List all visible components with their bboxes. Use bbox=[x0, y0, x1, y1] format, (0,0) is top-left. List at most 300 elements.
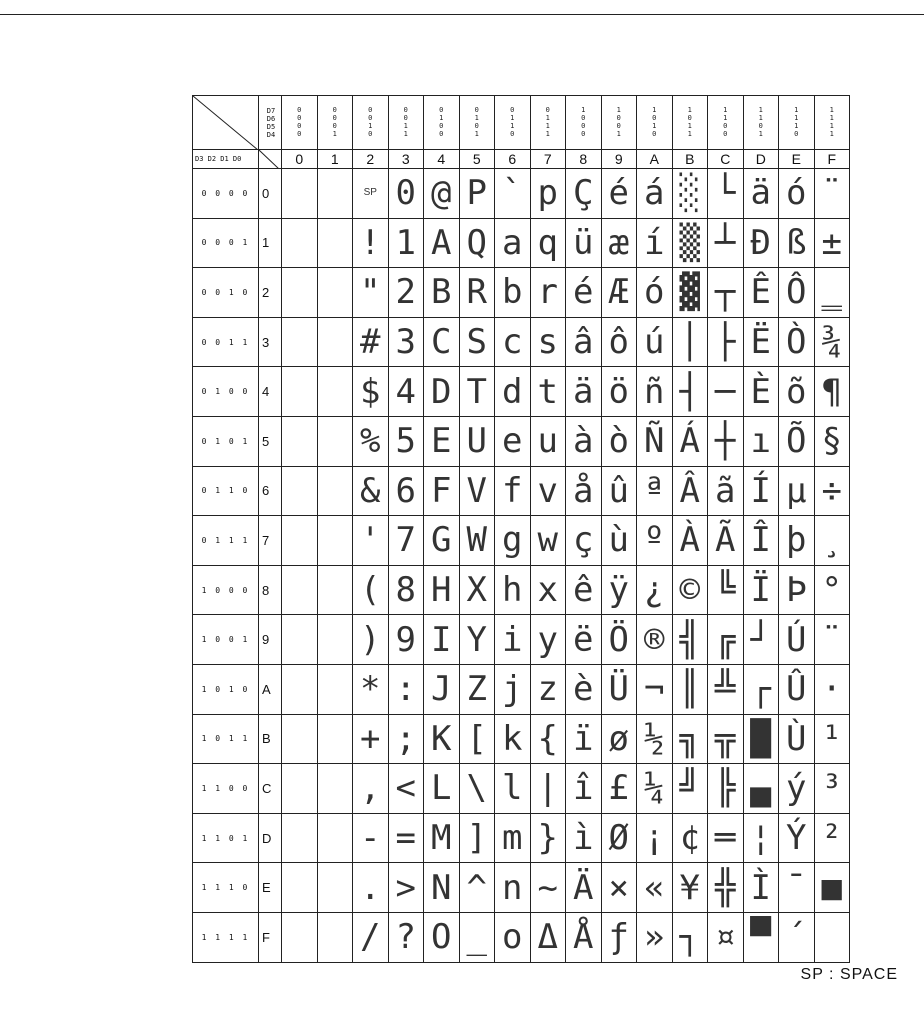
high-bit-label: D7 bbox=[266, 106, 276, 115]
column-hex-label: B bbox=[672, 150, 708, 169]
column-hex-label: 1 bbox=[317, 150, 353, 169]
char-cell: À bbox=[672, 516, 708, 566]
bit-value: 1 bbox=[723, 105, 728, 114]
char-cell: D bbox=[424, 367, 460, 417]
char-cell: â bbox=[566, 317, 602, 367]
char-cell: Î bbox=[743, 516, 779, 566]
column-hex-label: 9 bbox=[601, 150, 637, 169]
char-cell: ï bbox=[566, 714, 602, 764]
char-cell: ░ bbox=[672, 169, 708, 219]
bit-value: 1 bbox=[510, 121, 515, 130]
char-cell: ' bbox=[353, 516, 389, 566]
row-hex-label: 9 bbox=[259, 615, 282, 665]
char-cell: ┴ bbox=[708, 218, 744, 268]
char-cell: % bbox=[353, 416, 389, 466]
bit-value: 0 bbox=[332, 105, 337, 114]
char-cell: j bbox=[495, 664, 531, 714]
char-cell: R bbox=[459, 268, 495, 318]
table-row bbox=[193, 615, 850, 665]
column-hex-label: E bbox=[779, 150, 815, 169]
char-cell bbox=[317, 416, 353, 466]
char-cell: t bbox=[530, 367, 566, 417]
char-cell: k bbox=[495, 714, 531, 764]
char-cell: a bbox=[495, 218, 531, 268]
char-cell: Ü bbox=[601, 664, 637, 714]
char-cell: ó bbox=[637, 268, 673, 318]
char-cell: Ö bbox=[601, 615, 637, 665]
char-cell: ´ bbox=[779, 912, 815, 962]
row-hex-label: 6 bbox=[259, 466, 282, 516]
row-bits: 1 0 1 0 bbox=[193, 664, 259, 714]
bit-value: 1 bbox=[474, 129, 479, 138]
char-cell bbox=[317, 664, 353, 714]
bit-value: 1 bbox=[545, 121, 550, 130]
column-hex-label: 3 bbox=[388, 150, 424, 169]
char-cell: ╝ bbox=[672, 764, 708, 814]
row-bits: 1 1 1 1 bbox=[193, 912, 259, 962]
table-row bbox=[193, 268, 850, 318]
char-cell: ÷ bbox=[814, 466, 850, 516]
bit-value: 0 bbox=[297, 113, 302, 122]
char-cell: 8 bbox=[388, 565, 424, 615]
char-cell bbox=[317, 516, 353, 566]
row-hex-label: F bbox=[259, 912, 282, 962]
char-cell: » bbox=[637, 912, 673, 962]
char-cell: ç bbox=[566, 516, 602, 566]
char-cell: m bbox=[495, 813, 531, 863]
bit-value: 0 bbox=[545, 105, 550, 114]
char-cell: 3 bbox=[388, 317, 424, 367]
row-hex-label: 8 bbox=[259, 565, 282, 615]
row-hex-label: D bbox=[259, 813, 282, 863]
char-cell: ┘ bbox=[743, 615, 779, 665]
char-cell: P bbox=[459, 169, 495, 219]
row-bits: 1 0 0 0 bbox=[193, 565, 259, 615]
bit-value: 1 bbox=[829, 129, 834, 138]
char-cell: ┐ bbox=[672, 912, 708, 962]
bit-value: 1 bbox=[368, 121, 373, 130]
char-cell: M bbox=[424, 813, 460, 863]
bit-value: 0 bbox=[652, 113, 657, 122]
bit-value: 0 bbox=[332, 113, 337, 122]
column-hex-label: 5 bbox=[459, 150, 495, 169]
table-row bbox=[193, 912, 850, 962]
char-cell: î bbox=[566, 764, 602, 814]
bit-value: 0 bbox=[510, 129, 515, 138]
char-cell: ê bbox=[566, 565, 602, 615]
char-cell: 2 bbox=[388, 268, 424, 318]
char-cell: w bbox=[530, 516, 566, 566]
char-cell: 4 bbox=[388, 367, 424, 417]
char-cell bbox=[317, 615, 353, 665]
char-cell bbox=[282, 912, 318, 962]
char-cell: ½ bbox=[637, 714, 673, 764]
column-bits bbox=[779, 96, 815, 150]
char-cell: Ñ bbox=[637, 416, 673, 466]
bit-value: 0 bbox=[581, 113, 586, 122]
row-bits: 0 0 0 1 bbox=[193, 218, 259, 268]
char-cell: ö bbox=[601, 367, 637, 417]
bit-value: 1 bbox=[652, 121, 657, 130]
char-cell bbox=[814, 912, 850, 962]
bit-value: 0 bbox=[652, 129, 657, 138]
char-cell: & bbox=[353, 466, 389, 516]
char-cell: ô bbox=[601, 317, 637, 367]
char-cell: Þ bbox=[779, 565, 815, 615]
bit-value: 0 bbox=[758, 121, 763, 130]
char-cell: U bbox=[459, 416, 495, 466]
column-hex-label: 6 bbox=[495, 150, 531, 169]
row-bits: 0 0 1 0 bbox=[193, 268, 259, 318]
char-cell: ^ bbox=[459, 863, 495, 913]
table-row bbox=[193, 169, 850, 219]
row-hex-label: B bbox=[259, 714, 282, 764]
char-cell: ² bbox=[814, 813, 850, 863]
char-cell bbox=[317, 218, 353, 268]
char-cell: Z bbox=[459, 664, 495, 714]
column-hex-label: 0 bbox=[282, 150, 318, 169]
char-cell: ¢ bbox=[672, 813, 708, 863]
char-cell: Û bbox=[779, 664, 815, 714]
bit-value: 1 bbox=[758, 105, 763, 114]
char-cell: , bbox=[353, 764, 389, 814]
column-bits bbox=[566, 96, 602, 150]
char-cell: ı bbox=[743, 416, 779, 466]
char-cell: ¨ bbox=[814, 615, 850, 665]
char-cell bbox=[317, 268, 353, 318]
char-cell: n bbox=[495, 863, 531, 913]
char-cell bbox=[317, 317, 353, 367]
char-cell: Ù bbox=[779, 714, 815, 764]
char-cell bbox=[282, 268, 318, 318]
char-cell: y bbox=[530, 615, 566, 665]
header-hex-row bbox=[193, 150, 850, 169]
char-cell: × bbox=[601, 863, 637, 913]
column-bits bbox=[708, 96, 744, 150]
char-cell bbox=[282, 714, 318, 764]
char-cell: l bbox=[495, 764, 531, 814]
char-cell: · bbox=[814, 664, 850, 714]
row-bits: 0 0 0 0 bbox=[193, 169, 259, 219]
char-cell: Í bbox=[743, 466, 779, 516]
bit-value: 1 bbox=[758, 129, 763, 138]
char-cell: b bbox=[495, 268, 531, 318]
bit-value: 0 bbox=[474, 121, 479, 130]
char-cell: ý bbox=[779, 764, 815, 814]
char-cell bbox=[317, 912, 353, 962]
char-cell: ¡ bbox=[637, 813, 673, 863]
char-cell: V bbox=[459, 466, 495, 516]
char-cell: < bbox=[388, 764, 424, 814]
low-bits-legend: D3 D2 D1 D0 bbox=[193, 150, 259, 169]
bit-value: 1 bbox=[545, 113, 550, 122]
bit-value: 1 bbox=[510, 113, 515, 122]
char-cell: C bbox=[424, 317, 460, 367]
table-row bbox=[193, 218, 850, 268]
char-cell: ¶ bbox=[814, 367, 850, 417]
bit-value: 0 bbox=[297, 121, 302, 130]
char-cell: õ bbox=[779, 367, 815, 417]
char-cell: K bbox=[424, 714, 460, 764]
char-cell: ¼ bbox=[637, 764, 673, 814]
row-bits: 0 1 0 1 bbox=[193, 416, 259, 466]
bit-value: 1 bbox=[616, 105, 621, 114]
char-cell: ( bbox=[353, 565, 389, 615]
column-bits bbox=[388, 96, 424, 150]
row-hex-label: A bbox=[259, 664, 282, 714]
char-cell: ▀ bbox=[743, 912, 779, 962]
table-row bbox=[193, 863, 850, 913]
char-cell: ┼ bbox=[708, 416, 744, 466]
table-row bbox=[193, 466, 850, 516]
row-hex-label: C bbox=[259, 764, 282, 814]
bit-value: 0 bbox=[439, 121, 444, 130]
char-cell: SP bbox=[353, 169, 389, 219]
table-row bbox=[193, 813, 850, 863]
bit-value: 0 bbox=[616, 121, 621, 130]
char-cell: ä bbox=[566, 367, 602, 417]
char-cell: ¿ bbox=[637, 565, 673, 615]
bit-value: 0 bbox=[510, 105, 515, 114]
bit-value: 1 bbox=[545, 129, 550, 138]
char-cell: ° bbox=[814, 565, 850, 615]
char-cell: x bbox=[530, 565, 566, 615]
char-cell: / bbox=[353, 912, 389, 962]
char-cell: ╣ bbox=[672, 615, 708, 665]
char-cell: " bbox=[353, 268, 389, 318]
row-hex-label: 5 bbox=[259, 416, 282, 466]
char-cell: L bbox=[424, 764, 460, 814]
table-row bbox=[193, 516, 850, 566]
char-cell: ¬ bbox=[637, 664, 673, 714]
row-bits: 1 1 1 0 bbox=[193, 863, 259, 913]
bit-value: 0 bbox=[723, 129, 728, 138]
char-cell: ? bbox=[388, 912, 424, 962]
char-cell: q bbox=[530, 218, 566, 268]
char-cell: H bbox=[424, 565, 460, 615]
char-cell: └ bbox=[708, 169, 744, 219]
high-bits-legend bbox=[259, 96, 282, 150]
char-cell: ë bbox=[566, 615, 602, 665]
char-cell: Δ bbox=[530, 912, 566, 962]
char-cell: Æ bbox=[601, 268, 637, 318]
table-row bbox=[193, 664, 850, 714]
char-cell: ³ bbox=[814, 764, 850, 814]
char-cell: * bbox=[353, 664, 389, 714]
char-cell: │ bbox=[672, 317, 708, 367]
char-cell: á bbox=[637, 169, 673, 219]
column-bits bbox=[459, 96, 495, 150]
bit-value: 1 bbox=[652, 105, 657, 114]
char-cell: Ä bbox=[566, 863, 602, 913]
bit-value: 1 bbox=[687, 105, 692, 114]
bit-value: 1 bbox=[794, 113, 799, 122]
column-hex-label: 8 bbox=[566, 150, 602, 169]
table-row bbox=[193, 367, 850, 417]
char-cell: Ç bbox=[566, 169, 602, 219]
column-bits bbox=[601, 96, 637, 150]
bit-value: 0 bbox=[474, 105, 479, 114]
char-cell: ║ bbox=[672, 664, 708, 714]
char-cell: è bbox=[566, 664, 602, 714]
char-cell: Ë bbox=[743, 317, 779, 367]
char-cell: { bbox=[530, 714, 566, 764]
char-cell: ╠ bbox=[708, 764, 744, 814]
char-cell: ▒ bbox=[672, 218, 708, 268]
char-cell: é bbox=[601, 169, 637, 219]
bit-value: 0 bbox=[616, 113, 621, 122]
char-cell: + bbox=[353, 714, 389, 764]
bit-value: 1 bbox=[829, 105, 834, 114]
bit-value: 1 bbox=[403, 129, 408, 138]
char-cell: Á bbox=[672, 416, 708, 466]
column-bits bbox=[814, 96, 850, 150]
bit-value: 1 bbox=[403, 121, 408, 130]
char-cell: ├ bbox=[708, 317, 744, 367]
column-hex-label: C bbox=[708, 150, 744, 169]
column-hex-label: 2 bbox=[353, 150, 389, 169]
char-cell: ƒ bbox=[601, 912, 637, 962]
char-cell: f bbox=[495, 466, 531, 516]
char-cell bbox=[317, 565, 353, 615]
char-cell: ± bbox=[814, 218, 850, 268]
char-cell bbox=[317, 813, 353, 863]
char-cell bbox=[282, 664, 318, 714]
char-cell: T bbox=[459, 367, 495, 417]
char-cell: \ bbox=[459, 764, 495, 814]
char-cell: ) bbox=[353, 615, 389, 665]
char-cell: $ bbox=[353, 367, 389, 417]
bit-value: 1 bbox=[794, 105, 799, 114]
row-bits: 1 1 0 1 bbox=[193, 813, 259, 863]
column-bits bbox=[672, 96, 708, 150]
row-bits: 1 0 0 1 bbox=[193, 615, 259, 665]
char-cell: à bbox=[566, 416, 602, 466]
row-hex-label: 0 bbox=[259, 169, 282, 219]
column-hex-label: F bbox=[814, 150, 850, 169]
char-cell: µ bbox=[779, 466, 815, 516]
char-cell: B bbox=[424, 268, 460, 318]
char-cell: ╩ bbox=[708, 664, 744, 714]
char-cell: ø bbox=[601, 714, 637, 764]
bit-value: 1 bbox=[687, 129, 692, 138]
char-cell: G bbox=[424, 516, 460, 566]
bit-value: 1 bbox=[474, 113, 479, 122]
char-cell bbox=[282, 516, 318, 566]
bit-value: 0 bbox=[368, 105, 373, 114]
table-row bbox=[193, 565, 850, 615]
char-cell: ó bbox=[779, 169, 815, 219]
char-cell: 6 bbox=[388, 466, 424, 516]
char-cell: © bbox=[672, 565, 708, 615]
char-cell: ¯ bbox=[779, 863, 815, 913]
char-cell: O bbox=[424, 912, 460, 962]
char-cell bbox=[282, 615, 318, 665]
char-cell: ╚ bbox=[708, 565, 744, 615]
char-cell: ┤ bbox=[672, 367, 708, 417]
char-cell bbox=[282, 317, 318, 367]
char-cell bbox=[282, 466, 318, 516]
header-bits-row bbox=[193, 96, 850, 150]
bit-value: 0 bbox=[439, 129, 444, 138]
char-cell: ┬ bbox=[708, 268, 744, 318]
char-cell: Ô bbox=[779, 268, 815, 318]
char-cell: u bbox=[530, 416, 566, 466]
high-bit-label: D6 bbox=[266, 114, 276, 123]
char-cell: > bbox=[388, 863, 424, 913]
bit-value: 0 bbox=[687, 113, 692, 122]
char-cell: z bbox=[530, 664, 566, 714]
char-cell: 9 bbox=[388, 615, 424, 665]
char-cell bbox=[282, 813, 318, 863]
char-cell: í bbox=[637, 218, 673, 268]
char-cell: ~ bbox=[530, 863, 566, 913]
char-cell: E bbox=[424, 416, 460, 466]
char-cell: r bbox=[530, 268, 566, 318]
char-cell: Y bbox=[459, 615, 495, 665]
row-bits: 1 1 0 0 bbox=[193, 764, 259, 814]
char-cell: ì bbox=[566, 813, 602, 863]
char-cell: ■ bbox=[814, 863, 850, 913]
character-code-table bbox=[192, 95, 850, 963]
char-cell: Ý bbox=[779, 813, 815, 863]
char-cell: ® bbox=[637, 615, 673, 665]
row-hex-label: E bbox=[259, 863, 282, 913]
row-bits: 0 1 1 0 bbox=[193, 466, 259, 516]
char-cell: þ bbox=[779, 516, 815, 566]
char-cell: ò bbox=[601, 416, 637, 466]
char-cell: ñ bbox=[637, 367, 673, 417]
char-cell: d bbox=[495, 367, 531, 417]
char-cell: ╔ bbox=[708, 615, 744, 665]
row-bits: 1 0 1 1 bbox=[193, 714, 259, 764]
char-cell bbox=[282, 416, 318, 466]
row-hex-label: 1 bbox=[259, 218, 282, 268]
space-footnote: SP : SPACE bbox=[800, 966, 898, 983]
char-cell: Õ bbox=[779, 416, 815, 466]
char-cell: = bbox=[388, 813, 424, 863]
high-bit-label: D5 bbox=[266, 122, 276, 131]
char-cell: ¥ bbox=[672, 863, 708, 913]
corner-cell bbox=[193, 96, 259, 150]
char-cell bbox=[282, 218, 318, 268]
row-bits: 0 1 0 0 bbox=[193, 367, 259, 417]
char-cell: Ï bbox=[743, 565, 779, 615]
char-cell: | bbox=[530, 764, 566, 814]
bit-value: 0 bbox=[368, 113, 373, 122]
char-cell: Â bbox=[672, 466, 708, 516]
char-cell: } bbox=[530, 813, 566, 863]
char-cell: ═ bbox=[708, 813, 744, 863]
char-cell: ‗ bbox=[814, 268, 850, 318]
char-cell: ╗ bbox=[672, 714, 708, 764]
column-hex-label: D bbox=[743, 150, 779, 169]
char-cell: F bbox=[424, 466, 460, 516]
char-cell: ¹ bbox=[814, 714, 850, 764]
char-cell: ÿ bbox=[601, 565, 637, 615]
char-cell: S bbox=[459, 317, 495, 367]
char-cell: g bbox=[495, 516, 531, 566]
bit-value: 0 bbox=[439, 105, 444, 114]
char-cell: 7 bbox=[388, 516, 424, 566]
char-cell: ▓ bbox=[672, 268, 708, 318]
row-hex-label: 4 bbox=[259, 367, 282, 417]
char-cell: @ bbox=[424, 169, 460, 219]
char-cell: N bbox=[424, 863, 460, 913]
row-hex-label: 2 bbox=[259, 268, 282, 318]
corner-slash bbox=[259, 150, 282, 169]
char-cell: s bbox=[530, 317, 566, 367]
